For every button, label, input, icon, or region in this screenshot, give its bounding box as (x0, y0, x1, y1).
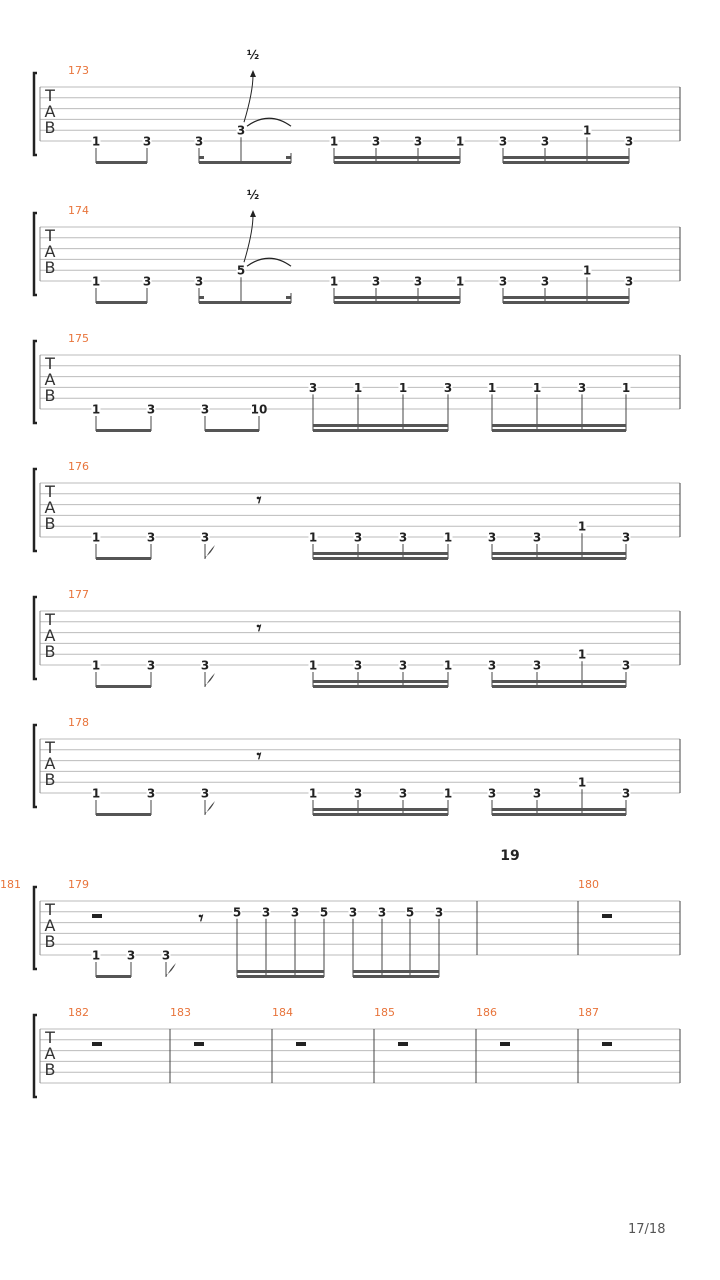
fret-number: 3 (290, 905, 300, 920)
fret-number: 1 (582, 123, 592, 138)
fret-number: 1 (455, 134, 465, 149)
measure-number: 182 (68, 1006, 89, 1019)
sixteenth-beam-primary (313, 685, 448, 688)
eighth-beam (96, 975, 131, 978)
sixteenth-beam-primary (313, 557, 448, 560)
fret-number: 3 (353, 786, 363, 801)
fret-number: 3 (532, 530, 542, 545)
tab-clef-letter: B (44, 642, 56, 661)
fret-number: 3 (443, 380, 453, 395)
measure-number: 180 (578, 878, 599, 891)
bend-curve (244, 215, 253, 262)
beam-stub (286, 296, 291, 299)
sixteenth-beam-primary (492, 557, 626, 560)
fret-number: 3 (398, 530, 408, 545)
measure-number: 186 (476, 1006, 497, 1019)
tab-clef-letter: T (45, 86, 55, 105)
sixteenth-beam-secondary (313, 680, 448, 683)
measure-number: 174 (68, 204, 89, 217)
bend-arrowhead (250, 70, 256, 77)
sixteenth-beam-secondary (503, 156, 629, 159)
tab-clef-letter: T (45, 354, 55, 373)
fret-number: 1 (443, 658, 453, 673)
system-bracket (34, 469, 37, 551)
tab-clef-letter: T (45, 482, 55, 501)
whole-rest (602, 1042, 612, 1046)
sixteenth-beam-primary (237, 975, 324, 978)
bend-amount: ½ (246, 48, 260, 62)
fret-number: 1 (308, 786, 318, 801)
fret-number: 3 (624, 134, 634, 149)
eighth-rest: 𝄾 (256, 618, 262, 639)
fret-number: 5 (236, 263, 246, 278)
fret-number: 3 (498, 274, 508, 289)
eighth-rest: 𝄾 (256, 490, 262, 511)
fret-number: 1 (455, 274, 465, 289)
fret-number: 3 (348, 905, 358, 920)
tab-clef-letter: A (44, 916, 56, 935)
beam-stub (286, 156, 291, 159)
sixteenth-beam-primary (492, 813, 626, 816)
fret-number: 1 (91, 948, 101, 963)
fret-number: 1 (91, 134, 101, 149)
eighth-beam (96, 429, 151, 432)
fret-number: 3 (532, 658, 542, 673)
tab-clef-letter: A (44, 754, 56, 773)
tab-clef-letter: B (44, 258, 56, 277)
measure-number: 184 (272, 1006, 293, 1019)
tab-clef-letter: B (44, 770, 56, 789)
fret-number: 3 (377, 905, 387, 920)
system-bracket (34, 597, 37, 679)
sixteenth-beam-secondary (492, 552, 626, 555)
fret-number: 3 (146, 786, 156, 801)
sixteenth-beam-secondary (353, 970, 439, 973)
measure-number: 181 (0, 878, 21, 891)
fret-number: 1 (91, 402, 101, 417)
fret-number: 1 (398, 380, 408, 395)
multirest-count: 19 (500, 848, 520, 864)
bend-arrowhead (250, 210, 256, 217)
sixteenth-beam-secondary (503, 296, 629, 299)
tab-clef-letter: A (44, 242, 56, 261)
fret-number: 5 (405, 905, 415, 920)
sixteenth-beam-secondary (237, 970, 324, 973)
fret-number: 3 (308, 380, 318, 395)
fret-number: 3 (371, 134, 381, 149)
system-bracket (34, 213, 37, 295)
fret-number: 3 (532, 786, 542, 801)
sixteenth-beam-primary (313, 429, 448, 432)
measure-number: 173 (68, 64, 89, 77)
fret-number: 3 (434, 905, 444, 920)
fret-number: 10 (250, 402, 268, 417)
tab-clef-letter: A (44, 102, 56, 121)
fret-number: 3 (200, 530, 210, 545)
tab-clef-letter: B (44, 932, 56, 951)
tab-system (34, 460, 680, 560)
eighth-flag (205, 545, 215, 559)
tab-system (34, 188, 680, 304)
sixteenth-beam-secondary (313, 552, 448, 555)
fret-number: 3 (413, 134, 423, 149)
fret-number: 3 (498, 134, 508, 149)
measure-number: 179 (68, 878, 89, 891)
tab-clef-letter: A (44, 370, 56, 389)
fret-number: 3 (577, 380, 587, 395)
eighth-beam (205, 429, 259, 432)
fret-number: 3 (200, 402, 210, 417)
tab-system (34, 332, 680, 432)
eighth-beam (96, 557, 151, 560)
fret-number: 1 (91, 658, 101, 673)
fret-number: 3 (146, 402, 156, 417)
fret-number: 1 (91, 274, 101, 289)
fret-number: 1 (353, 380, 363, 395)
system-bracket (34, 887, 37, 969)
eighth-rest: 𝄾 (256, 746, 262, 767)
measure-number: 183 (170, 1006, 191, 1019)
fret-number: 1 (577, 519, 587, 534)
eighth-flag (166, 963, 176, 977)
tab-clef-letter: T (45, 610, 55, 629)
fret-number: 1 (329, 134, 339, 149)
fret-number: 3 (146, 658, 156, 673)
fret-number: 3 (146, 530, 156, 545)
fret-number: 1 (577, 775, 587, 790)
fret-number: 3 (142, 134, 152, 149)
fret-number: 3 (487, 786, 497, 801)
fret-number: 3 (487, 658, 497, 673)
sixteenth-beam-primary (492, 685, 626, 688)
sixteenth-beam-secondary (492, 808, 626, 811)
tab-system (34, 716, 680, 816)
fret-number: 5 (319, 905, 329, 920)
fret-number: 3 (621, 658, 631, 673)
measure-number: 177 (68, 588, 89, 601)
fret-number: 3 (200, 786, 210, 801)
fret-number: 1 (621, 380, 631, 395)
sixteenth-beam-secondary (334, 296, 460, 299)
tab-clef-letter: A (44, 498, 56, 517)
fret-number: 3 (540, 134, 550, 149)
whole-rest (500, 1042, 510, 1046)
tab-system (0, 848, 680, 978)
fret-number: 3 (353, 658, 363, 673)
fret-number: 3 (398, 786, 408, 801)
tab-clef-letter: T (45, 1028, 55, 1047)
eighth-flag (205, 673, 215, 687)
sixteenth-beam-primary (503, 161, 629, 164)
sixteenth-beam-primary (353, 975, 439, 978)
whole-rest (92, 914, 102, 918)
whole-rest (296, 1042, 306, 1046)
fret-number: 3 (398, 658, 408, 673)
system-bracket (34, 73, 37, 155)
system-bracket (34, 341, 37, 423)
tab-clef-letter: A (44, 626, 56, 645)
fret-number: 3 (624, 274, 634, 289)
tab-system (34, 588, 680, 688)
fret-number: 3 (142, 274, 152, 289)
fret-number: 3 (353, 530, 363, 545)
fret-number: 5 (232, 905, 242, 920)
fret-number: 1 (91, 530, 101, 545)
fret-number: 1 (582, 263, 592, 278)
fret-number: 3 (194, 134, 204, 149)
eighth-beam (96, 685, 151, 688)
fret-number: 3 (261, 905, 271, 920)
whole-rest (92, 1042, 102, 1046)
fret-number: 3 (487, 530, 497, 545)
fret-number: 1 (91, 786, 101, 801)
beam-stub (199, 296, 204, 299)
fret-number: 1 (308, 658, 318, 673)
tab-clef-letter: B (44, 1060, 56, 1079)
whole-rest (602, 914, 612, 918)
fret-number: 3 (621, 786, 631, 801)
sixteenth-beam-primary (313, 813, 448, 816)
fret-number: 1 (308, 530, 318, 545)
sixteenth-beam-secondary (313, 424, 448, 427)
whole-rest (398, 1042, 408, 1046)
eighth-beam (96, 813, 151, 816)
fret-number: 3 (371, 274, 381, 289)
eighth-beam (199, 301, 291, 304)
fret-number: 3 (126, 948, 136, 963)
beam-stub (199, 156, 204, 159)
fret-number: 1 (443, 530, 453, 545)
system-bracket (34, 725, 37, 807)
sixteenth-beam-primary (334, 301, 460, 304)
measure-number: 187 (578, 1006, 599, 1019)
eighth-rest: 𝄾 (198, 908, 204, 929)
sixteenth-beam-primary (334, 161, 460, 164)
eighth-flag (205, 801, 215, 815)
sixteenth-beam-primary (492, 429, 626, 432)
fret-number: 3 (540, 274, 550, 289)
fret-number: 1 (443, 786, 453, 801)
tab-clef-letter: T (45, 226, 55, 245)
fret-number: 1 (487, 380, 497, 395)
measure-number: 175 (68, 332, 89, 345)
sixteenth-beam-secondary (313, 808, 448, 811)
tab-clef-letter: T (45, 738, 55, 757)
measure-number: 185 (374, 1006, 395, 1019)
tab-clef-letter: B (44, 386, 56, 405)
eighth-beam (199, 161, 291, 164)
tab-clef-letter: B (44, 118, 56, 137)
fret-number: 1 (577, 647, 587, 662)
page-number: 17/18 (628, 1222, 666, 1237)
fret-number: 3 (413, 274, 423, 289)
bend-curve (244, 75, 253, 122)
whole-rest (194, 1042, 204, 1046)
fret-number: 3 (200, 658, 210, 673)
measure-number: 176 (68, 460, 89, 473)
system-bracket (34, 1015, 37, 1097)
fret-number: 3 (161, 948, 171, 963)
eighth-beam (96, 301, 147, 304)
sixteenth-beam-primary (503, 301, 629, 304)
fret-number: 1 (329, 274, 339, 289)
bend-amount: ½ (246, 188, 260, 202)
tab-system (34, 48, 680, 164)
tab-system (34, 1006, 680, 1097)
measure-number: 178 (68, 716, 89, 729)
sixteenth-beam-secondary (492, 680, 626, 683)
tab-clef-letter: T (45, 900, 55, 919)
fret-number: 3 (194, 274, 204, 289)
tab-clef-letter: A (44, 1044, 56, 1063)
sixteenth-beam-secondary (334, 156, 460, 159)
eighth-beam (96, 161, 147, 164)
tab-clef-letter: B (44, 514, 56, 533)
fret-number: 3 (236, 123, 246, 138)
fret-number: 3 (621, 530, 631, 545)
fret-number: 1 (532, 380, 542, 395)
sixteenth-beam-secondary (492, 424, 626, 427)
